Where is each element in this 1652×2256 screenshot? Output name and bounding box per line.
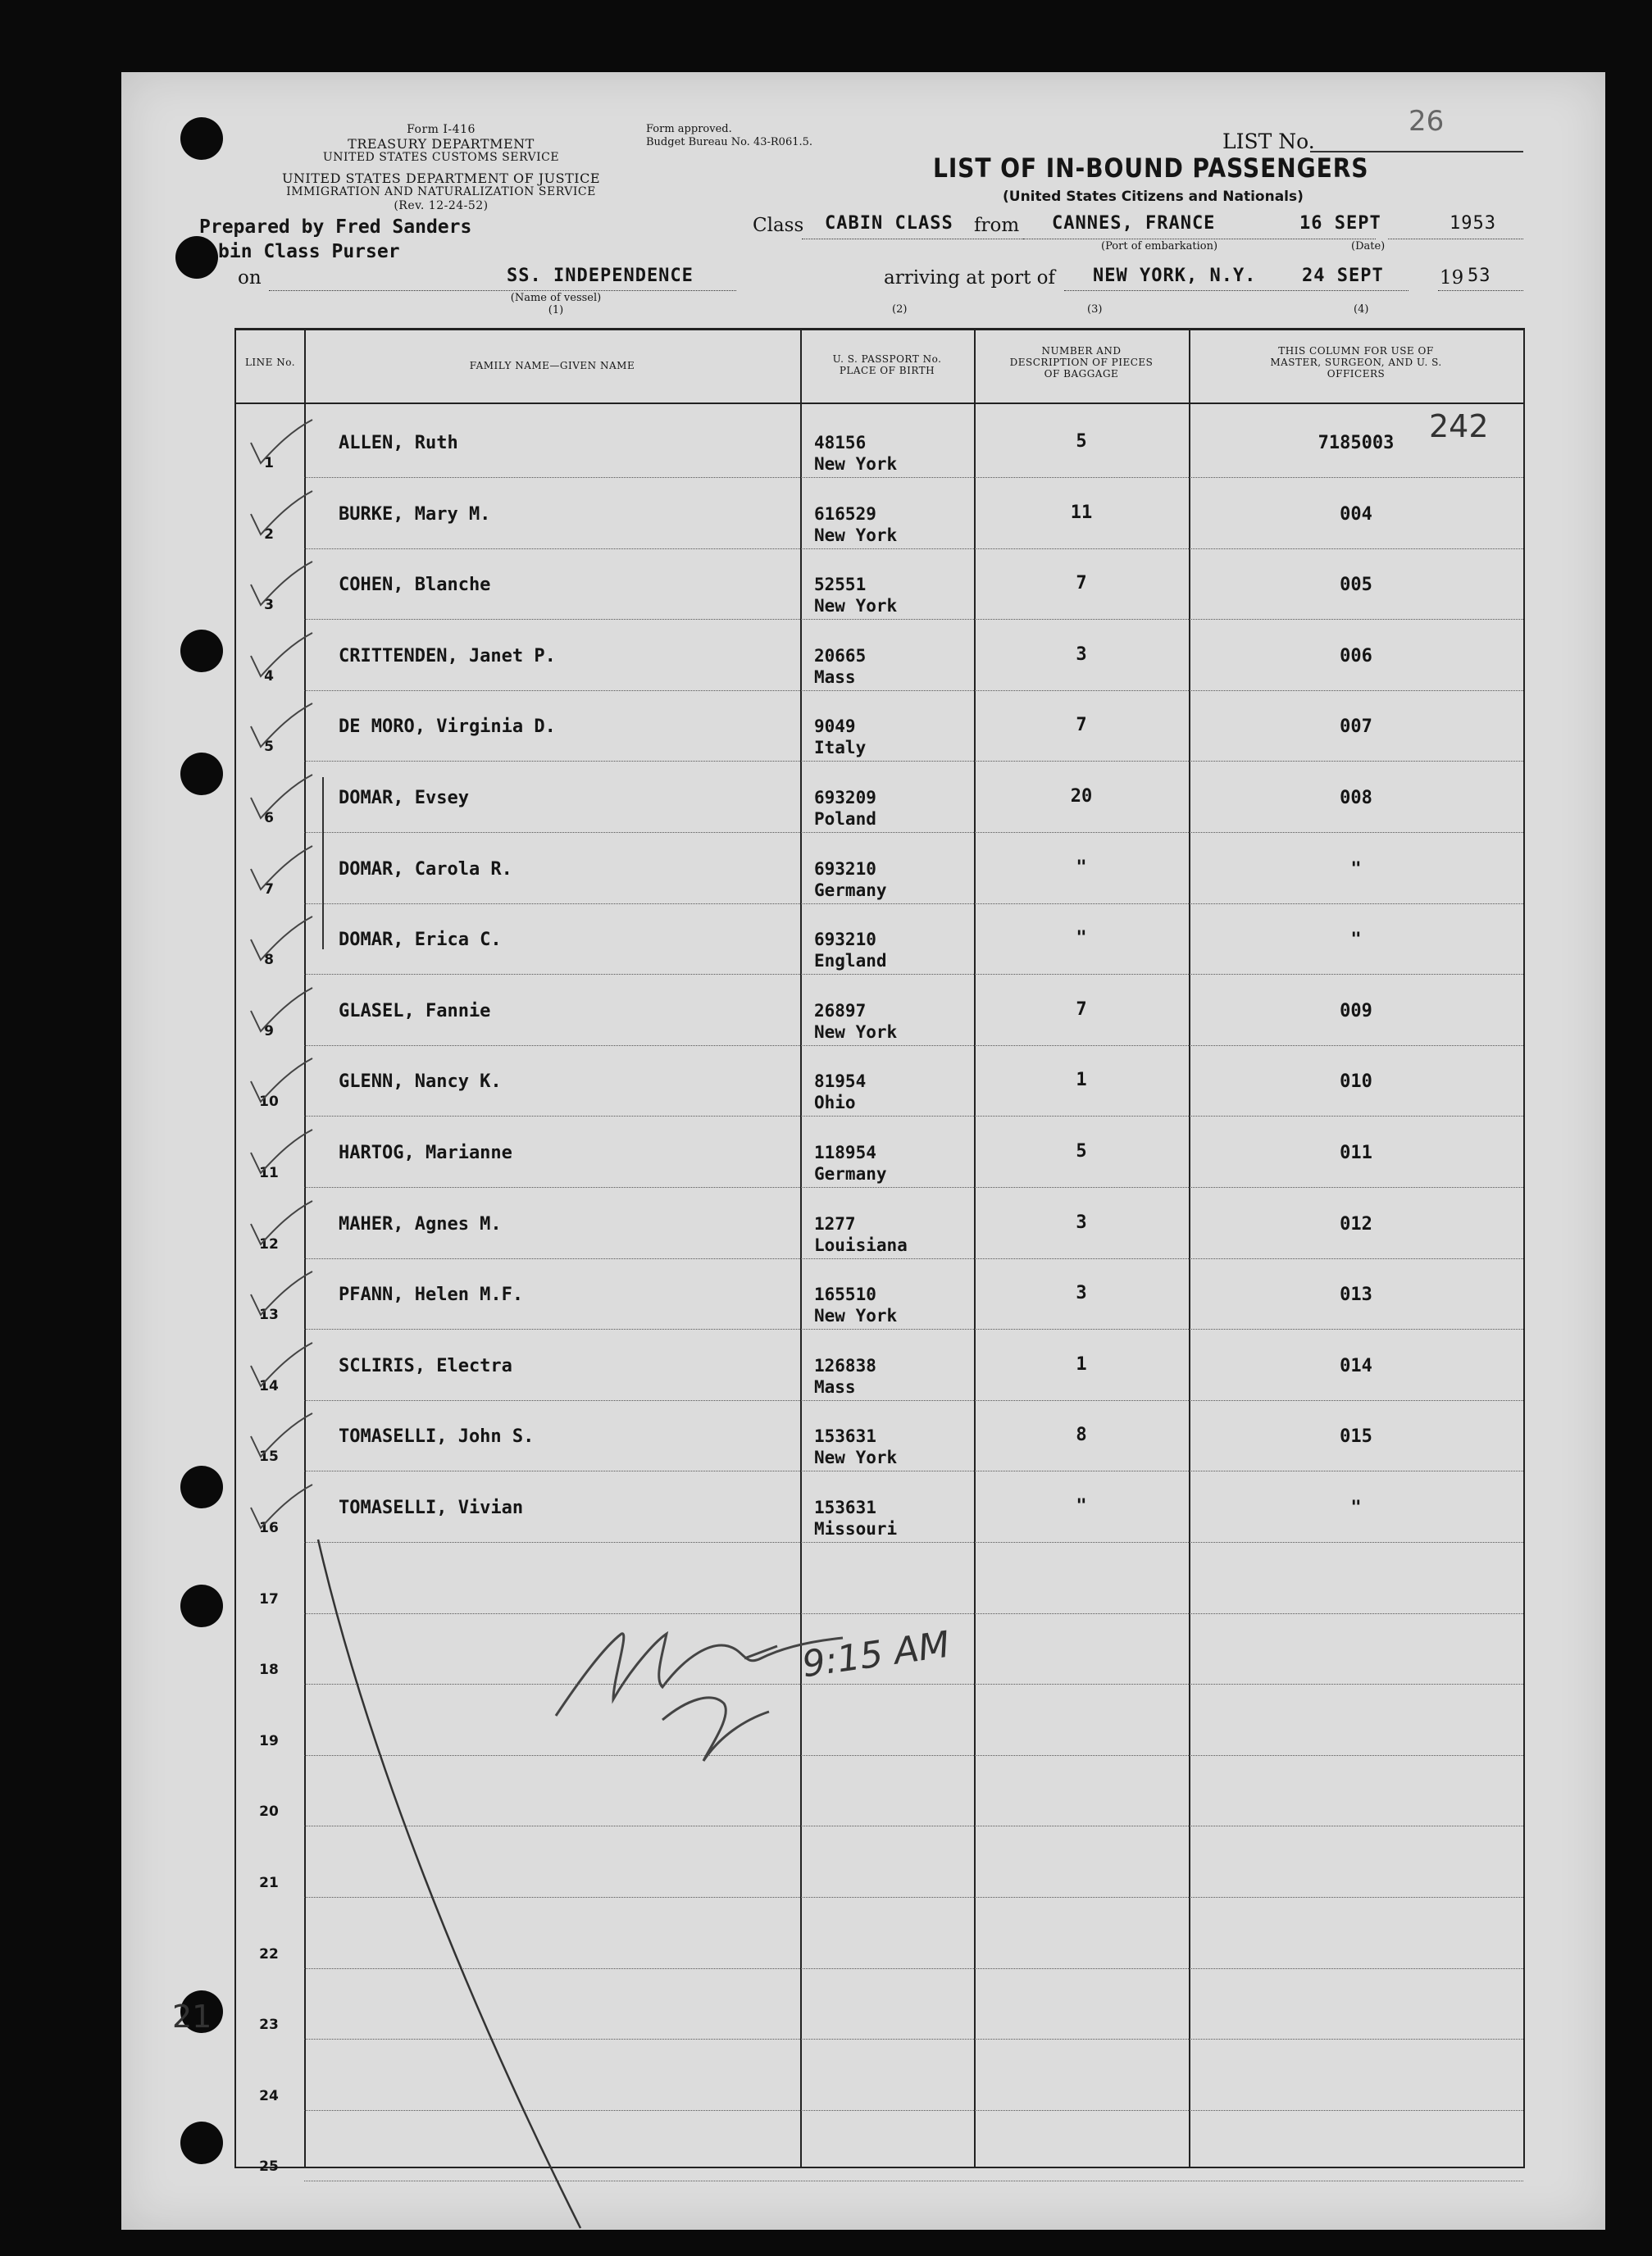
line-number: 7 (264, 880, 274, 898)
col-header-officers: THIS COLUMN FOR USE OF MASTER, SURGEON, AND U. S. OFFICERS (1270, 345, 1442, 380)
arrival-year-prefix: 19 (1440, 267, 1464, 289)
officer-number: 005 (1340, 575, 1372, 596)
passport-number: 693210 (814, 858, 876, 879)
line-number: 10 (259, 1094, 279, 1111)
col-header-name: FAMILY NAME—GIVEN NAME (469, 360, 635, 371)
inspector-signature (556, 1634, 843, 1716)
column-num-3: (3) (1087, 303, 1103, 316)
passenger-name: COHEN, Blanche (339, 575, 491, 596)
place-of-birth: England (814, 951, 887, 971)
line-number: 11 (259, 1165, 279, 1181)
dept-treasury: TREASURY DEPARTMENT (348, 136, 535, 152)
embark-date: 16 SEPT (1299, 213, 1381, 234)
officer-number: 013 (1340, 1285, 1372, 1306)
passenger-name: PFANN, Helen M.F. (339, 1285, 524, 1306)
line-number: 25 (259, 2158, 279, 2176)
date-caption: (Date) (1351, 240, 1386, 252)
passenger-name: ALLEN, Ruth (339, 433, 458, 453)
baggage-count: 5 (1076, 431, 1087, 452)
baggage-count: 7 (1076, 715, 1087, 736)
column-num-2: (2) (892, 303, 908, 316)
place-of-birth: Mass (814, 666, 856, 687)
column-num-4: (4) (1354, 303, 1369, 316)
vessel-name: SS. INDEPENDENCE (507, 266, 694, 286)
line-number: 2 (264, 525, 274, 543)
prepared-title: bin Class Purser (218, 241, 400, 262)
line-number: 20 (259, 1803, 279, 1821)
class-label: Class (753, 215, 804, 236)
passenger-name: CRITTENDEN, Janet P. (339, 645, 556, 666)
form-revision: (Rev. 12-24-52) (394, 199, 489, 212)
place-of-birth: Missouri (814, 1519, 898, 1539)
place-of-birth: Mass (814, 1376, 856, 1397)
passport-number: 153631 (814, 1498, 876, 1517)
line-number: 13 (259, 1307, 279, 1324)
passenger-name: GLASEL, Fannie (339, 1000, 491, 1021)
line-number: 16 (259, 1520, 279, 1536)
page-subtitle: (United States Citizens and Nationals) (1003, 189, 1304, 205)
officer-number: 007 (1340, 716, 1372, 738)
budget-bureau: Budget Bureau No. 43-R061.5. (646, 136, 813, 148)
officer-number: 009 (1340, 1000, 1372, 1021)
line-number: 18 (259, 1662, 279, 1679)
line-number: 6 (264, 810, 274, 826)
line-number: 17 (259, 1590, 279, 1608)
line-number: 4 (264, 667, 274, 685)
officer-number: 010 (1340, 1071, 1372, 1093)
line-number: 23 (259, 2017, 279, 2034)
embark-port: CANNES, FRANCE (1052, 213, 1216, 234)
line-number: 3 (264, 597, 274, 614)
baggage-count: 20 (1070, 786, 1093, 807)
page-title: LIST OF IN-BOUND PASSENGERS (933, 152, 1369, 184)
passport-number: 118954 (814, 1143, 876, 1162)
place-of-birth: Poland (814, 809, 876, 829)
officer-number: " (1350, 858, 1362, 880)
line-number: 15 (259, 1449, 279, 1466)
passenger-name: SCLIRIS, Electra (339, 1355, 512, 1376)
inspector-initials (662, 1698, 769, 1761)
officer-number: 014 (1340, 1355, 1372, 1376)
passport-number: 616529 (814, 503, 876, 524)
baggage-count: 1 (1076, 1353, 1087, 1375)
place-of-birth: Ohio (814, 1093, 856, 1113)
baggage-count: 7 (1076, 573, 1087, 594)
passport-number: 9049 (814, 716, 856, 737)
place-of-birth: New York (814, 596, 898, 616)
passenger-name: HARTOG, Marianne (339, 1143, 512, 1163)
passenger-name: DOMAR, Evsey (339, 788, 469, 808)
list-no-label: LIST No. (1222, 130, 1315, 153)
arrival-year: 53 (1468, 266, 1491, 286)
line-number: 12 (259, 1235, 279, 1253)
line-number: 21 (259, 1875, 279, 1891)
officer-number: 012 (1340, 1213, 1372, 1235)
baggage-count: 7 (1076, 998, 1087, 1020)
document-sheet (121, 72, 1605, 2230)
passport-number: 165510 (814, 1285, 876, 1305)
dept-customs: UNITED STATES CUSTOMS SERVICE (322, 151, 560, 164)
passport-number: 52551 (814, 575, 867, 595)
arrival-port: NEW YORK, N.Y. (1093, 266, 1257, 286)
baggage-count: 1 (1076, 1070, 1087, 1091)
baggage-count: 3 (1076, 644, 1087, 665)
passenger-name: GLENN, Nancy K. (339, 1071, 502, 1093)
passport-number: 693210 (814, 930, 876, 950)
place-of-birth: Germany (814, 1164, 887, 1184)
on-label: on (238, 267, 262, 289)
list-no-value: 26 (1409, 105, 1445, 138)
line-number: 24 (259, 2087, 279, 2104)
strike-through-line (318, 1540, 580, 2228)
officer-number: 011 (1340, 1143, 1372, 1163)
officer-number: 7185003 (1318, 433, 1395, 453)
place-of-birth: New York (814, 1021, 898, 1042)
place-of-birth: Italy (814, 738, 867, 758)
officer-number: 015 (1340, 1426, 1372, 1448)
dept-immigration: IMMIGRATION AND NATURALIZATION SERVICE (286, 185, 596, 198)
passenger-name: DE MORO, Virginia D. (339, 716, 556, 738)
vessel-caption-text: (Name of vessel) (510, 292, 602, 304)
passenger-name: TOMASELLI, Vivian (339, 1498, 524, 1518)
line-number: 1 (264, 455, 274, 471)
arrival-date: 24 SEPT (1302, 266, 1384, 286)
passport-number: 81954 (814, 1071, 867, 1092)
embark-port-caption: (Port of embarkation) (1101, 240, 1218, 252)
place-of-birth: New York (814, 525, 898, 545)
handwriting-overlay (121, 72, 1605, 2230)
passport-number: 1277 (814, 1213, 856, 1234)
arriving-label: arriving at port of (884, 267, 1055, 289)
place-of-birth: New York (814, 1306, 898, 1326)
officer-number: " (1350, 930, 1362, 951)
line-number: 14 (259, 1377, 279, 1394)
passport-number: 153631 (814, 1426, 876, 1447)
col-header-passport: U. S. PASSPORT No. PLACE OF BIRTH (832, 353, 942, 376)
passenger-name: TOMASELLI, John S. (339, 1426, 535, 1448)
prepared-by: Prepared by Fred Sanders (199, 216, 472, 238)
form-approved: Form approved. (646, 123, 732, 135)
officer-number: 004 (1340, 503, 1372, 525)
from-label: from (974, 215, 1020, 236)
officer-number: " (1350, 1498, 1362, 1518)
vessel-caption-num: (1) (548, 304, 564, 316)
passport-number: 20665 (814, 645, 867, 666)
line-number: 5 (264, 739, 274, 756)
col-header-baggage: NUMBER AND DESCRIPTION OF PIECES OF BAGGAGE (1009, 345, 1154, 380)
class-value: CABIN CLASS (825, 213, 953, 234)
baggage-count: " (1076, 857, 1087, 878)
baggage-count: " (1076, 1496, 1087, 1517)
passenger-name: BURKE, Mary M. (339, 503, 491, 525)
baggage-count: 3 (1076, 1283, 1087, 1304)
baggage-count: 3 (1076, 1212, 1087, 1233)
passenger-name: DOMAR, Erica C. (339, 930, 502, 951)
passport-number: 693209 (814, 788, 876, 807)
place-of-birth: Germany (814, 880, 887, 900)
embark-year: 1953 (1449, 213, 1496, 234)
line-number: 19 (259, 1732, 279, 1749)
baggage-count: 5 (1076, 1141, 1087, 1162)
line-number: 9 (264, 1022, 274, 1039)
handwritten-margin-number: 21 (172, 1999, 212, 2035)
place-of-birth: New York (814, 454, 898, 474)
baggage-count: " (1076, 928, 1087, 949)
place-of-birth: New York (814, 1448, 898, 1468)
handwritten-count: 242 (1429, 408, 1489, 444)
line-number: 8 (264, 952, 274, 969)
officer-number: 008 (1340, 788, 1372, 808)
officer-number: 006 (1340, 645, 1372, 666)
form-number: Form I-416 (407, 123, 476, 136)
passenger-name: DOMAR, Carola R. (339, 858, 512, 880)
col-header-line-no: LINE No. (244, 357, 296, 368)
place-of-birth: Louisiana (814, 1235, 908, 1255)
passport-number: 48156 (814, 433, 867, 453)
dept-justice: UNITED STATES DEPARTMENT OF JUSTICE (281, 171, 601, 186)
passport-number: 26897 (814, 1000, 867, 1021)
baggage-count: 8 (1076, 1425, 1087, 1446)
handwritten-inspection-time: 9:15 AM (799, 1623, 953, 1686)
passport-number: 126838 (814, 1355, 876, 1376)
passenger-name: MAHER, Agnes M. (339, 1213, 502, 1235)
baggage-count: 11 (1070, 502, 1093, 523)
line-number: 22 (259, 1945, 279, 1963)
